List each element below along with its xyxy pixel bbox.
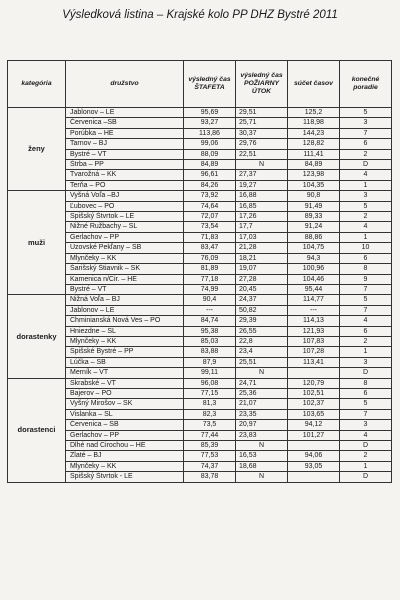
- team-cell: Šarišský Štiavnik – SK: [66, 264, 184, 274]
- attack-time-cell: 19,07: [236, 264, 288, 274]
- sum-time-cell: 94,3: [288, 253, 340, 263]
- attack-time-cell: 29,76: [236, 139, 288, 149]
- relay-time-cell: 99,06: [184, 139, 236, 149]
- team-cell: Mlynčeky – KK: [66, 253, 184, 263]
- attack-time-cell: 27,28: [236, 274, 288, 284]
- relay-time-cell: 90,4: [184, 295, 236, 305]
- relay-time-cell: ---: [184, 305, 236, 315]
- attack-time-cell: 30,37: [236, 128, 288, 138]
- table-row: [8, 451, 392, 461]
- relay-time-cell: 84,26: [184, 180, 236, 190]
- place-cell: 2: [340, 336, 392, 346]
- place-cell: 3: [340, 191, 392, 201]
- table-row: [8, 430, 392, 440]
- table-row: [8, 284, 392, 294]
- team-cell: Skrabské – VT: [66, 378, 184, 388]
- relay-time-cell: 83,78: [184, 472, 236, 482]
- team-cell: Dlhé nad Cirochou – HE: [66, 441, 184, 451]
- sum-time-cell: 107,28: [288, 347, 340, 357]
- team-cell: Vislanka – SL: [66, 409, 184, 419]
- attack-time-cell: 24,37: [236, 295, 288, 305]
- table-row: [8, 128, 392, 138]
- place-cell: D: [340, 160, 392, 170]
- sum-time-cell: 111,41: [288, 149, 340, 159]
- sum-time-cell: 84,89: [288, 160, 340, 170]
- place-cell: 9: [340, 274, 392, 284]
- sum-time-cell: 94,06: [288, 451, 340, 461]
- team-cell: Mlynčeky – KK: [66, 461, 184, 471]
- team-cell: Kamenica n/Cir. – HE: [66, 274, 184, 284]
- table-row: [8, 274, 392, 284]
- place-cell: 7: [340, 409, 392, 419]
- sum-time-cell: 125,2: [288, 108, 340, 118]
- sum-time-cell: 103,65: [288, 409, 340, 419]
- attack-time-cell: 29,51: [236, 108, 288, 118]
- attack-time-cell: 18,21: [236, 253, 288, 263]
- team-cell: Porúbka – HE: [66, 128, 184, 138]
- category-cell: dorastenky: [8, 295, 66, 378]
- attack-time-cell: 21,28: [236, 243, 288, 253]
- attack-time-cell: 17,03: [236, 232, 288, 242]
- sum-time-cell: [288, 368, 340, 378]
- table-row: [8, 295, 392, 305]
- place-cell: 5: [340, 108, 392, 118]
- relay-time-cell: 88,09: [184, 149, 236, 159]
- place-cell: 2: [340, 212, 392, 222]
- sum-time-cell: 94,12: [288, 420, 340, 430]
- place-cell: 1: [340, 232, 392, 242]
- table-row: [8, 420, 392, 430]
- relay-time-cell: 85,03: [184, 336, 236, 346]
- place-cell: 4: [340, 430, 392, 440]
- sum-time-cell: 107,83: [288, 336, 340, 346]
- team-cell: Merník – VT: [66, 368, 184, 378]
- table-row: [8, 326, 392, 336]
- header-row: [8, 61, 392, 108]
- team-cell: Jablonov – LE: [66, 305, 184, 315]
- header-place: konečné poradie: [340, 61, 392, 108]
- header-relay: výsledný čas ŠTAFETA: [184, 61, 236, 108]
- relay-time-cell: 82,3: [184, 409, 236, 419]
- table-row: [8, 108, 392, 118]
- attack-time-cell: 23,35: [236, 409, 288, 419]
- relay-time-cell: 96,08: [184, 378, 236, 388]
- attack-time-cell: N: [236, 160, 288, 170]
- place-cell: 3: [340, 118, 392, 128]
- place-cell: 2: [340, 149, 392, 159]
- relay-time-cell: 93,27: [184, 118, 236, 128]
- attack-time-cell: 26,55: [236, 326, 288, 336]
- relay-time-cell: 77,15: [184, 388, 236, 398]
- attack-time-cell: 23,83: [236, 430, 288, 440]
- sum-time-cell: 104,46: [288, 274, 340, 284]
- table-row: [8, 399, 392, 409]
- sum-time-cell: 114,13: [288, 316, 340, 326]
- header-attack: výsledný čas POŽIARNY ÚTOK: [236, 61, 288, 108]
- place-cell: 6: [340, 388, 392, 398]
- page-title: Výsledková listina – Krajské kolo PP DHZ Bystré 2011: [62, 9, 338, 21]
- table-row: [8, 388, 392, 398]
- table-row: [8, 347, 392, 357]
- team-cell: Ľubovec – PO: [66, 201, 184, 211]
- attack-time-cell: 19,27: [236, 180, 288, 190]
- place-cell: 1: [340, 347, 392, 357]
- sum-time-cell: [288, 441, 340, 451]
- team-cell: Štrba – PP: [66, 160, 184, 170]
- team-cell: Lúčka – SB: [66, 357, 184, 367]
- table-row: [8, 243, 392, 253]
- sum-time-cell: 104,35: [288, 180, 340, 190]
- sum-time-cell: 114,77: [288, 295, 340, 305]
- attack-time-cell: N: [236, 472, 288, 482]
- results-body: [8, 108, 392, 483]
- place-cell: D: [340, 368, 392, 378]
- attack-time-cell: 25,36: [236, 388, 288, 398]
- relay-time-cell: 95,38: [184, 326, 236, 336]
- table-row: [8, 180, 392, 190]
- attack-time-cell: 16,53: [236, 451, 288, 461]
- relay-time-cell: 76,09: [184, 253, 236, 263]
- relay-time-cell: 96,61: [184, 170, 236, 180]
- place-cell: 7: [340, 284, 392, 294]
- team-cell: Vyšná Voľa –BJ: [66, 191, 184, 201]
- team-cell: Mlynčeky – KK: [66, 336, 184, 346]
- sum-time-cell: 101,27: [288, 430, 340, 440]
- sum-time-cell: 118,98: [288, 118, 340, 128]
- sum-time-cell: 128,82: [288, 139, 340, 149]
- header-category: kategória: [8, 61, 66, 108]
- team-cell: Vyšný Mirošov – SK: [66, 399, 184, 409]
- sum-time-cell: 144,23: [288, 128, 340, 138]
- team-cell: Spišské Bystré – PP: [66, 347, 184, 357]
- table-row: [8, 170, 392, 180]
- team-cell: Spišský Štvrtok – LE: [66, 212, 184, 222]
- header-sum: súčet časov: [288, 61, 340, 108]
- sum-time-cell: 89,33: [288, 212, 340, 222]
- relay-time-cell: 73,92: [184, 191, 236, 201]
- relay-time-cell: 84,74: [184, 316, 236, 326]
- place-cell: 6: [340, 139, 392, 149]
- relay-time-cell: 81,89: [184, 264, 236, 274]
- place-cell: 6: [340, 253, 392, 263]
- relay-time-cell: 99,11: [184, 368, 236, 378]
- attack-time-cell: 20,97: [236, 420, 288, 430]
- team-cell: Červenica –SB: [66, 118, 184, 128]
- relay-time-cell: 74,37: [184, 461, 236, 471]
- sum-time-cell: 104,75: [288, 243, 340, 253]
- attack-time-cell: 17,26: [236, 212, 288, 222]
- relay-time-cell: 113,86: [184, 128, 236, 138]
- place-cell: 5: [340, 399, 392, 409]
- table-row: [8, 336, 392, 346]
- team-cell: Nižná Voľa – BJ: [66, 295, 184, 305]
- relay-time-cell: 81,3: [184, 399, 236, 409]
- table-row: [8, 232, 392, 242]
- team-cell: Uzovské Pekľany – SB: [66, 243, 184, 253]
- place-cell: 7: [340, 128, 392, 138]
- category-cell: ženy: [8, 108, 66, 191]
- attack-time-cell: 16,85: [236, 201, 288, 211]
- sum-time-cell: 95,44: [288, 284, 340, 294]
- table-row: [8, 212, 392, 222]
- attack-time-cell: 21,07: [236, 399, 288, 409]
- results-table: [7, 60, 392, 483]
- table-row: [8, 378, 392, 388]
- attack-time-cell: 17,7: [236, 222, 288, 232]
- table-row: [8, 222, 392, 232]
- place-cell: 5: [340, 295, 392, 305]
- place-cell: 8: [340, 378, 392, 388]
- table-row: [8, 472, 392, 482]
- table-row: [8, 357, 392, 367]
- team-cell: Hniezdne – SL: [66, 326, 184, 336]
- attack-time-cell: N: [236, 368, 288, 378]
- sum-time-cell: 123,98: [288, 170, 340, 180]
- table-row: [8, 264, 392, 274]
- place-cell: 4: [340, 316, 392, 326]
- relay-time-cell: 95,69: [184, 108, 236, 118]
- team-cell: Bystré – VT: [66, 149, 184, 159]
- table-row: [8, 149, 392, 159]
- relay-time-cell: 74,64: [184, 201, 236, 211]
- place-cell: 3: [340, 357, 392, 367]
- team-cell: Gerlachov – PP: [66, 430, 184, 440]
- attack-time-cell: 22,8: [236, 336, 288, 346]
- team-cell: Terňa – PO: [66, 180, 184, 190]
- relay-time-cell: 74,99: [184, 284, 236, 294]
- sum-time-cell: 121,93: [288, 326, 340, 336]
- team-cell: Nižné Ružbachy – SL: [66, 222, 184, 232]
- team-cell: Gerlachov – PP: [66, 232, 184, 242]
- place-cell: 1: [340, 180, 392, 190]
- relay-time-cell: 71,83: [184, 232, 236, 242]
- relay-time-cell: 77,44: [184, 430, 236, 440]
- relay-time-cell: 77,18: [184, 274, 236, 284]
- sum-time-cell: 91,24: [288, 222, 340, 232]
- sum-time-cell: 120,79: [288, 378, 340, 388]
- attack-time-cell: 24,71: [236, 378, 288, 388]
- place-cell: 5: [340, 201, 392, 211]
- team-cell: Tvarožná – KK: [66, 170, 184, 180]
- table-row: [8, 368, 392, 378]
- table-row: [8, 191, 392, 201]
- category-cell: muži: [8, 191, 66, 295]
- attack-time-cell: 16,88: [236, 191, 288, 201]
- table-row: [8, 461, 392, 471]
- place-cell: D: [340, 441, 392, 451]
- attack-time-cell: 25,71: [236, 118, 288, 128]
- table-row: [8, 441, 392, 451]
- sum-time-cell: 100,96: [288, 264, 340, 274]
- table-row: [8, 139, 392, 149]
- place-cell: 4: [340, 222, 392, 232]
- relay-time-cell: 73,54: [184, 222, 236, 232]
- relay-time-cell: 84,89: [184, 160, 236, 170]
- place-cell: 2: [340, 451, 392, 461]
- relay-time-cell: 83,47: [184, 243, 236, 253]
- table-row: [8, 316, 392, 326]
- sum-time-cell: 90,8: [288, 191, 340, 201]
- team-cell: Červenica – SB: [66, 420, 184, 430]
- sum-time-cell: 102,51: [288, 388, 340, 398]
- relay-time-cell: 85,39: [184, 441, 236, 451]
- table-row: [8, 253, 392, 263]
- team-cell: Zlaté – BJ: [66, 451, 184, 461]
- relay-time-cell: 83,88: [184, 347, 236, 357]
- attack-time-cell: N: [236, 441, 288, 451]
- relay-time-cell: 72,07: [184, 212, 236, 222]
- attack-time-cell: 23,4: [236, 347, 288, 357]
- relay-time-cell: 77,53: [184, 451, 236, 461]
- table-row: [8, 118, 392, 128]
- team-cell: Bajerov – PO: [66, 388, 184, 398]
- sum-time-cell: 113,41: [288, 357, 340, 367]
- place-cell: 1: [340, 461, 392, 471]
- place-cell: 8: [340, 264, 392, 274]
- relay-time-cell: 87,9: [184, 357, 236, 367]
- attack-time-cell: 20,45: [236, 284, 288, 294]
- header-team: družstvo: [66, 61, 184, 108]
- team-cell: Chminianská Nová Ves – PO: [66, 316, 184, 326]
- place-cell: 6: [340, 326, 392, 336]
- relay-time-cell: 73,5: [184, 420, 236, 430]
- sum-time-cell: 102,37: [288, 399, 340, 409]
- place-cell: 7: [340, 305, 392, 315]
- table-row: [8, 201, 392, 211]
- sum-time-cell: 91,49: [288, 201, 340, 211]
- table-row: [8, 160, 392, 170]
- attack-time-cell: 29,39: [236, 316, 288, 326]
- place-cell: D: [340, 472, 392, 482]
- sum-time-cell: 88,86: [288, 232, 340, 242]
- attack-time-cell: 18,68: [236, 461, 288, 471]
- sum-time-cell: 93,05: [288, 461, 340, 471]
- table-row: [8, 305, 392, 315]
- attack-time-cell: 25,51: [236, 357, 288, 367]
- team-cell: Spišský Štvrtok - LE: [66, 472, 184, 482]
- table-row: [8, 409, 392, 419]
- category-cell: dorastenci: [8, 378, 66, 482]
- attack-time-cell: 27,37: [236, 170, 288, 180]
- place-cell: 4: [340, 170, 392, 180]
- attack-time-cell: 22,51: [236, 149, 288, 159]
- attack-time-cell: 50,82: [236, 305, 288, 315]
- sum-time-cell: [288, 472, 340, 482]
- place-cell: 3: [340, 420, 392, 430]
- place-cell: 10: [340, 243, 392, 253]
- team-cell: Bystré – VT: [66, 284, 184, 294]
- team-cell: Tarnov – BJ: [66, 139, 184, 149]
- team-cell: Jablonov – LE: [66, 108, 184, 118]
- sum-time-cell: ---: [288, 305, 340, 315]
